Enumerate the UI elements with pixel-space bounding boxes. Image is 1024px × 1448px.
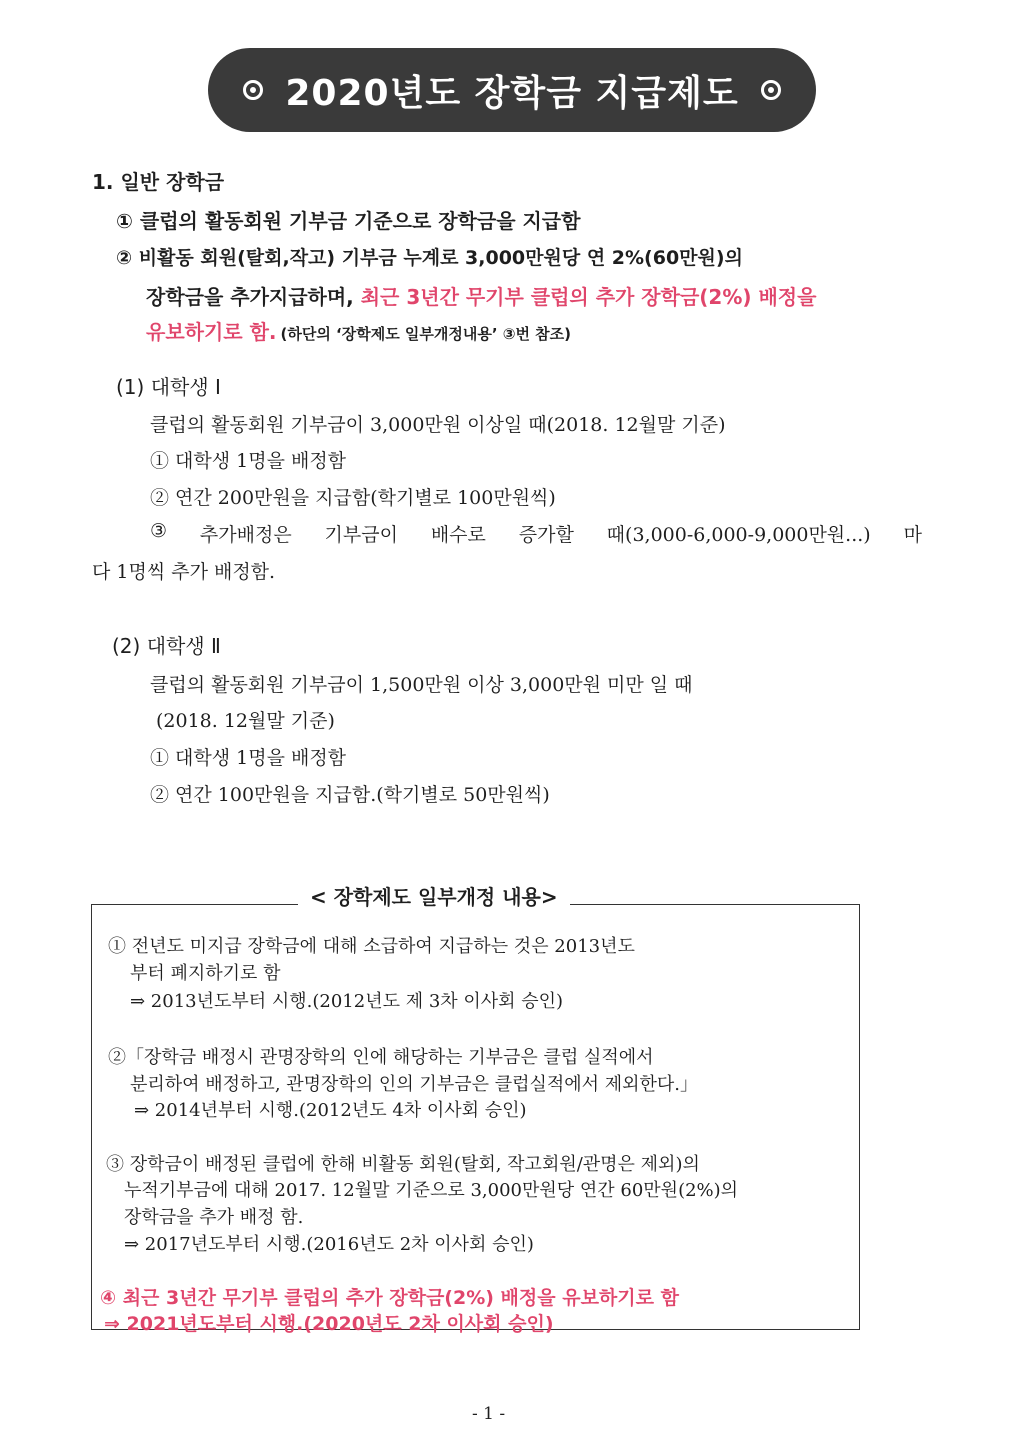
amendment-1-line1: ① 전년도 미지급 장학금에 대해 소급하여 지급하는 것은 2013년도 — [108, 936, 635, 957]
sub1-line4-word: 기부금이 — [324, 524, 398, 546]
amendment-1-line2: 부터 폐지하기로 함 — [130, 963, 281, 984]
sub1-line4-word: ③ — [150, 520, 168, 542]
amendment-4-line2: ⇒ 2021년도부터 시행.(2020년도 2차 이사회 승인) — [104, 1313, 554, 1335]
sub2-line1: 클럽의 활동회원 기부금이 1,500만원 이상 3,000만원 미만 일 때 — [150, 674, 693, 696]
sub1-line4-word: 증가할 — [518, 524, 574, 546]
item2-line3-note: (하단의 ‘장학제도 일부개정내용’ ③번 참조) — [280, 325, 572, 343]
sub1-line4-word: 마 — [903, 524, 922, 546]
amendment-2-line3: ⇒ 2014년부터 시행.(2012년도 4차 이사회 승인) — [134, 1100, 527, 1121]
sub2-line3: ① 대학생 1명을 배정함 — [150, 747, 347, 769]
sub1-line4-word: 때(3,000-6,000-9,000만원...) — [606, 524, 871, 546]
title-banner — [208, 48, 816, 132]
sub2-line2: (2018. 12월말 기준) — [156, 710, 335, 732]
section1-item2-line2 — [146, 281, 816, 310]
section1-item2-line3 — [146, 316, 571, 345]
sub1-line1: 클럽의 활동회원 기부금이 3,000만원 이상일 때(2018. 12월말 기준) — [150, 414, 726, 436]
page-number: - 1 - — [472, 1404, 506, 1424]
amendment-3-line3: 장학금을 추가 배정 함. — [124, 1207, 304, 1228]
item2-line2-text: 장학금을 추가지급하며, — [146, 285, 361, 309]
amendment-2-line2: 분리하여 배정하고, 관명장학의 인의 기부금은 클럽실적에서 제외한다.」 — [130, 1074, 699, 1095]
bullseye-icon — [761, 80, 781, 100]
amendment-3-line4: ⇒ 2017년도부터 시행.(2016년도 2차 이사회 승인) — [124, 1234, 534, 1255]
amendment-2-line1: ②「장학금 배정시 관명장학의 인에 해당하는 기부금은 클럽 실적에서 — [108, 1047, 654, 1068]
sub1-line4 — [150, 520, 922, 547]
sub2-heading: (2) 대학생 Ⅱ — [112, 634, 221, 658]
sub1-line3: ② 연간 200만원을 지급함(학기별로 100만원씩) — [150, 487, 556, 509]
item2-line2-highlight: 최근 3년간 무기부 클럽의 추가 장학금(2%) 배정을 — [360, 285, 817, 309]
sub1-heading: (1) 대학생 Ⅰ — [116, 375, 221, 399]
page-title: 2020년도 장학금 지급제도 — [285, 72, 739, 114]
amendment-3-line2: 누적기부금에 대해 2017. 12월말 기준으로 3,000만원당 연간 60만원(2%)의 — [124, 1180, 739, 1201]
bullseye-icon — [243, 80, 263, 100]
sub2-line4: ② 연간 100만원을 지급함.(학기별로 50만원씩) — [150, 784, 550, 806]
sub1-line4-word: 배수로 — [430, 524, 486, 546]
item2-line3-highlight: 유보하기로 함. — [146, 320, 277, 344]
amendment-1-line3: ⇒ 2013년도부터 시행.(2012년도 제 3차 이사회 승인) — [130, 991, 564, 1012]
section1-heading: 1. 일반 장학금 — [92, 170, 225, 194]
section1-item2-line1: ② 비활동 회원(탈회,작고) 기부금 누계로 3,000만원당 연 2%(60만원)의 — [116, 247, 743, 269]
amendment-header: < 장학제도 일부개정 내용> — [298, 881, 570, 910]
sub1-line4-word: 추가배정은 — [199, 524, 292, 546]
amendment-4-line1: ④ 최근 3년간 무기부 클럽의 추가 장학금(2%) 배정을 유보하기로 함 — [100, 1287, 679, 1309]
section1-item1: ① 클럽의 활동회원 기부금 기준으로 장학금을 지급함 — [116, 209, 581, 233]
sub1-line2: ① 대학생 1명을 배정함 — [150, 450, 347, 472]
amendment-3-line1: ③ 장학금이 배정된 클럽에 한해 비활동 회원(탈회, 작고회원/관명은 제외)의 — [106, 1154, 700, 1175]
sub1-line5: 다 1명씩 추가 배정함. — [92, 561, 276, 583]
